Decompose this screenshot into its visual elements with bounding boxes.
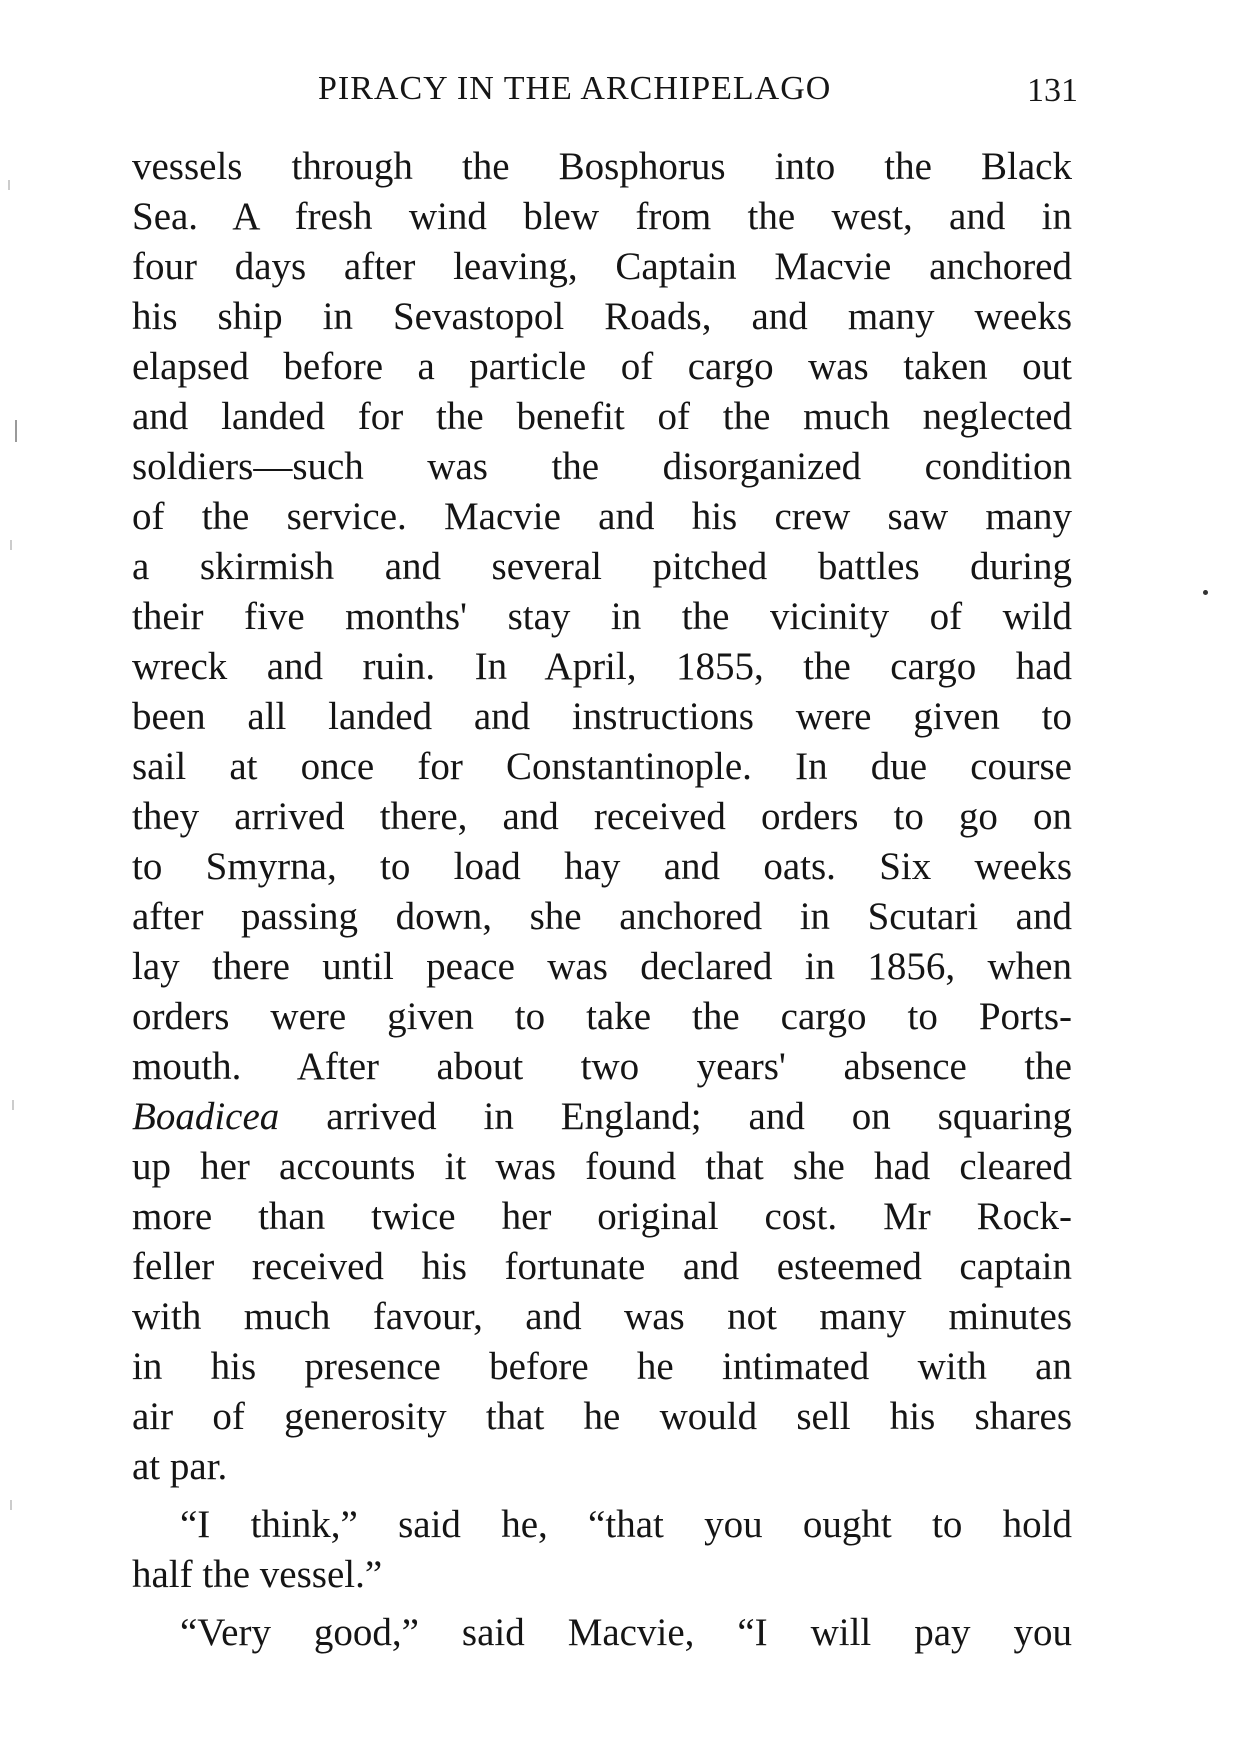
page-number: 131	[1027, 72, 1078, 109]
margin-mark	[15, 420, 17, 442]
speck-mark	[1203, 590, 1208, 595]
text-line: soldiers—such was the disorganized condition	[132, 445, 1072, 488]
text-line: been all landed and instructions were given to	[132, 695, 1072, 738]
text-line: half the vessel.”	[132, 1553, 383, 1596]
running-header	[318, 70, 1078, 120]
text-line: Sea. A fresh wind blew from the west, and in	[132, 195, 1072, 238]
text-line: “I think,” said he, “that you ought to hold	[180, 1503, 1072, 1546]
text-line: wreck and ruin. In April, 1855, the cargo had	[132, 645, 1072, 688]
margin-mark	[10, 540, 12, 550]
text-line: elapsed before a particle of cargo was taken out	[132, 345, 1072, 388]
text-line: they arrived there, and received orders to go on	[132, 795, 1072, 838]
text-line: four days after leaving, Captain Macvie anchored	[132, 245, 1072, 288]
margin-mark	[10, 1500, 12, 1510]
text-line: air of generosity that he would sell his shares	[132, 1395, 1072, 1438]
text-line: at par.	[132, 1445, 228, 1488]
text-line: of the service. Macvie and his crew saw many	[132, 495, 1072, 538]
text-line: up her accounts it was found that she had cleared	[132, 1145, 1072, 1188]
text-line: lay there until peace was declared in 1856, when	[132, 945, 1072, 988]
body-text	[132, 142, 1072, 1658]
text-line: feller received his fortunate and esteemed captain	[132, 1245, 1072, 1288]
ship-name: Boadicea	[132, 1095, 280, 1138]
text-line: and landed for the benefit of the much neglected	[132, 395, 1072, 438]
margin-mark	[8, 180, 10, 190]
text-line: orders were given to take the cargo to Ports-	[132, 995, 1072, 1038]
text-line: after passing down, she anchored in Scutari and	[132, 895, 1072, 938]
text-line: to Smyrna, to load hay and oats. Six weeks	[132, 845, 1072, 888]
running-title: PIRACY IN THE ARCHIPELAGO	[318, 70, 832, 107]
text-line: vessels through the Bosphorus into the Black	[132, 145, 1072, 188]
text-line	[132, 1092, 1072, 1142]
margin-mark	[12, 1100, 14, 1110]
text-line: his ship in Sevastopol Roads, and many weeks	[132, 295, 1072, 338]
text-line: “Very good,” said Macvie, “I will pay you	[180, 1611, 1072, 1654]
text-line: mouth. After about two years' absence the	[132, 1045, 1072, 1088]
line-rest: arrived in England; and on squaring	[279, 1095, 1072, 1138]
text-line: a skirmish and several pitched battles during	[132, 545, 1072, 588]
text-line: sail at once for Constantinople. In due course	[132, 745, 1072, 788]
text-line: with much favour, and was not many minutes	[132, 1295, 1072, 1338]
text-line: in his presence before he intimated with an	[132, 1345, 1072, 1388]
text-line: more than twice her original cost. Mr Rock-	[132, 1195, 1072, 1238]
text-line: their five months' stay in the vicinity of wild	[132, 595, 1072, 638]
